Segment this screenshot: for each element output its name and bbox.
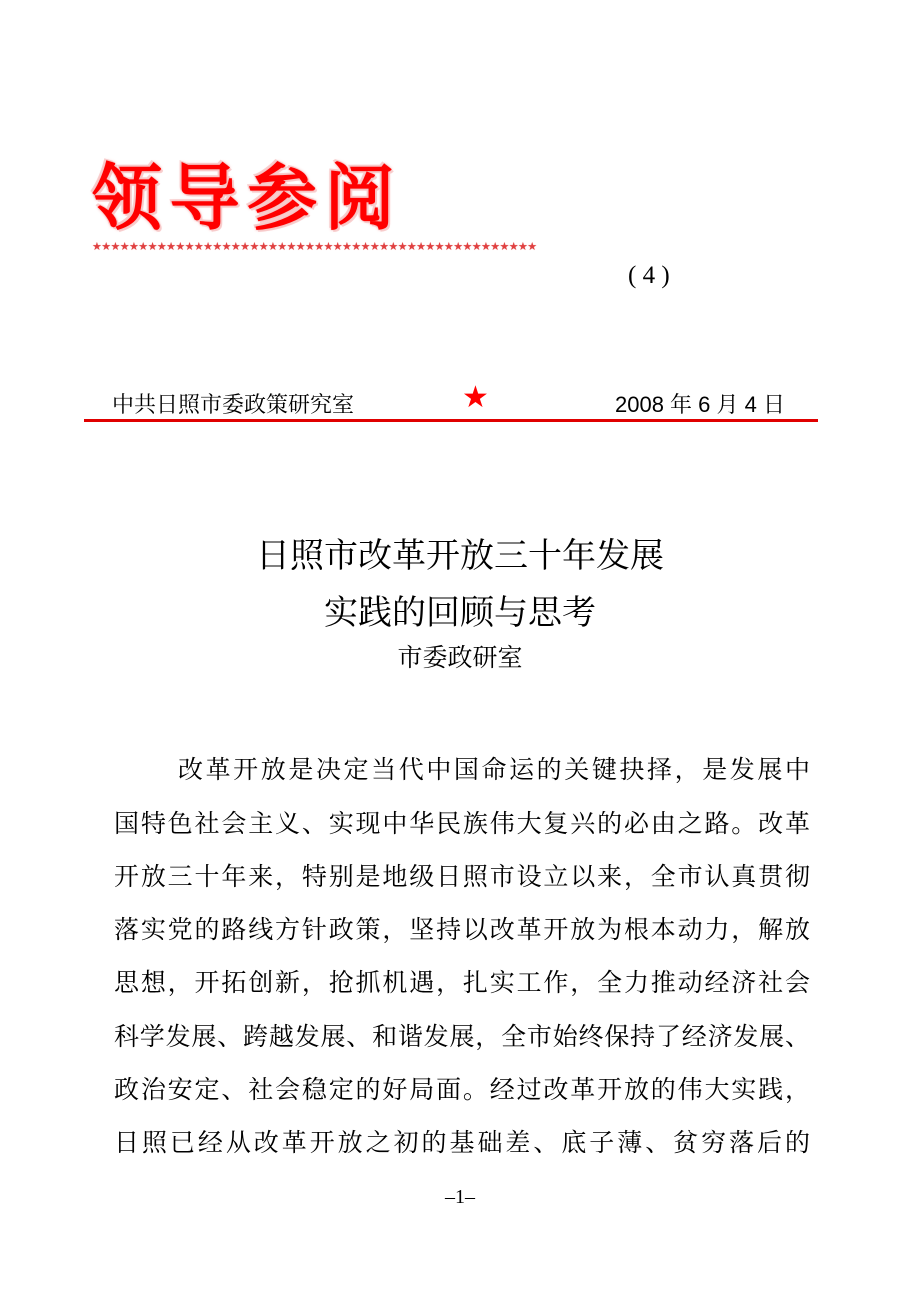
body-line: 政治安定、社会稳定的好局面。经过改革开放的伟大实践， <box>114 1075 810 1104</box>
issue-number: ( 4 ) <box>628 262 670 289</box>
page-number: –1– <box>445 1186 475 1208</box>
body-line: 落实党的路线方针政策，坚持以改革开放为根本动力，解放 <box>114 915 810 944</box>
body-line: 思想，开拓创新，抢抓机遇，扎实工作，全力推动经济社会 <box>114 968 810 997</box>
star-icon: ★ <box>462 381 489 414</box>
header-divider <box>84 419 818 422</box>
logo-text: 领导参阅 <box>92 156 403 240</box>
body-line: 国特色社会主义、实现中华民族伟大复兴的必由之路。改革 <box>114 809 810 838</box>
body-line: 开放三十年来，特别是地级日照市设立以来，全市认真贯彻 <box>114 862 810 891</box>
article-author: 市委政研室 <box>397 643 523 672</box>
body-line: 日照已经从改革开放之初的基础差、底子薄、贫穷落后的 <box>114 1128 810 1157</box>
body-line: 改革开放是决定当代中国命运的关键抉择，是发展中 <box>178 755 810 784</box>
issue-date: 2008 年 6 月 4 日 <box>615 392 785 417</box>
star-border-decoration: ★★★★★★★★★★★★★★★★★★★★★★★★★★★★★★★★★★★★★★★★★★★★★★★★ <box>92 240 537 253</box>
body-line: 科学发展、跨越发展、和谐发展，全市始终保持了经济发展、 <box>114 1022 810 1051</box>
masthead-logo <box>86 150 537 255</box>
article-title-line-2: 实践的回顾与思考 <box>324 593 596 633</box>
article-title-line-1: 日照市改革开放三十年发展 <box>256 536 664 576</box>
issuing-organization: 中共日照市委政策研究室 <box>112 392 355 417</box>
